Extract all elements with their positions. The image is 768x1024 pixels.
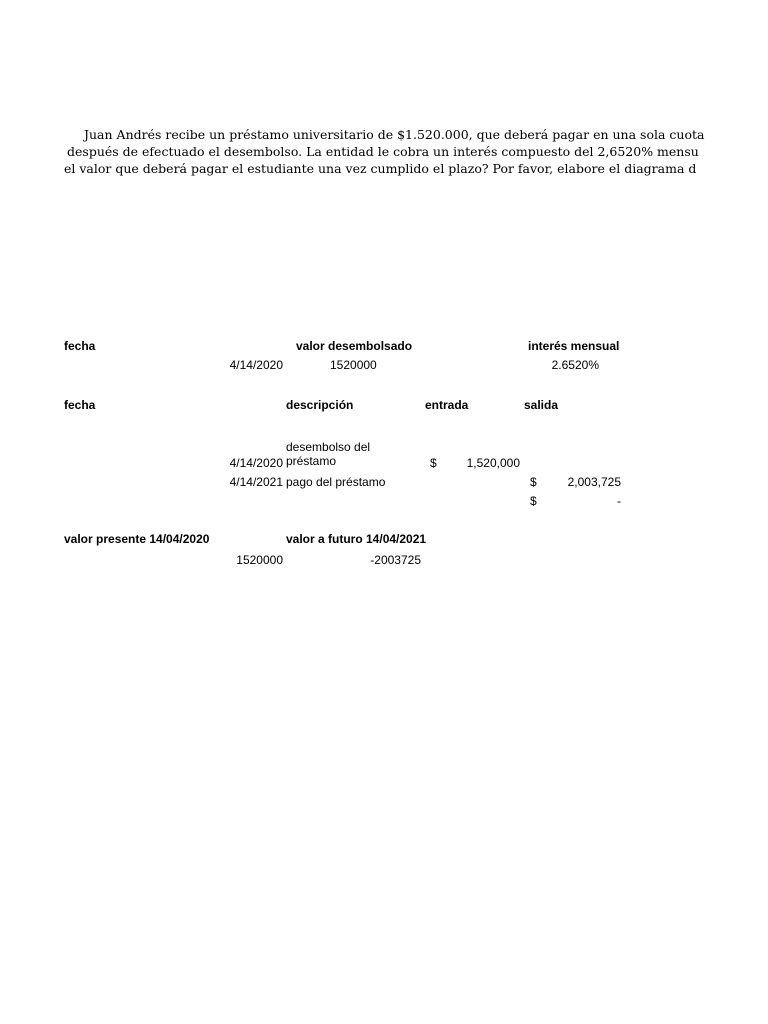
summary-header-fecha: fecha — [64, 339, 96, 353]
flow-row-1-fecha: 4/14/2020 — [229, 456, 283, 470]
valor-presente-value: 1520000 — [236, 553, 283, 567]
flow-row-1-entrada-currency: $ — [430, 456, 437, 470]
summary-fecha-value: 4/14/2020 — [229, 358, 283, 372]
flows-header-fecha: fecha — [64, 398, 96, 412]
summary-valor-value: 1520000 — [330, 358, 377, 372]
summary-header-interes: interés mensual — [528, 339, 620, 353]
flow-row-2-fecha: 4/14/2021 — [229, 475, 283, 489]
valor-presente-header: valor presente 14/04/2020 — [64, 532, 210, 546]
flows-header-entrada: entrada — [425, 398, 469, 412]
summary-interes-value: 2.6520% — [551, 358, 599, 372]
flow-row-1-entrada: 1,520,000 — [466, 456, 520, 470]
flow-row-1-descripcion: desembolso del préstamo — [286, 440, 371, 468]
problem-line-1: Juan Andrés recibe un préstamo universitario de $1.520.000, que deberá pagar en una sola cuota — [84, 127, 705, 142]
problem-statement — [0, 126, 768, 180]
flows-header-salida: salida — [524, 398, 559, 412]
valor-futuro-value: -2003725 — [370, 553, 421, 567]
flows-header-descripcion: descripción — [286, 398, 354, 412]
problem-line-2: después de efectuado el desembolso. La entidad le cobra un interés compuesto del 2,6520% mensu — [67, 144, 699, 159]
flow-row-3-salida: - — [617, 494, 621, 508]
problem-line-3: el valor que deberá pagar el estudiante una vez cumplido el plazo? Por favor, elabore el diagrama d — [64, 161, 697, 176]
flow-row-3-salida-currency: $ — [530, 494, 537, 508]
valor-futuro-header: valor a futuro 14/04/2021 — [286, 532, 427, 546]
flow-row-2-salida-currency: $ — [530, 475, 537, 489]
flow-row-2-descripcion: pago del préstamo — [286, 475, 386, 489]
flow-row-2-salida: 2,003,725 — [567, 475, 621, 489]
summary-header-valor: valor desembolsado — [296, 339, 413, 353]
